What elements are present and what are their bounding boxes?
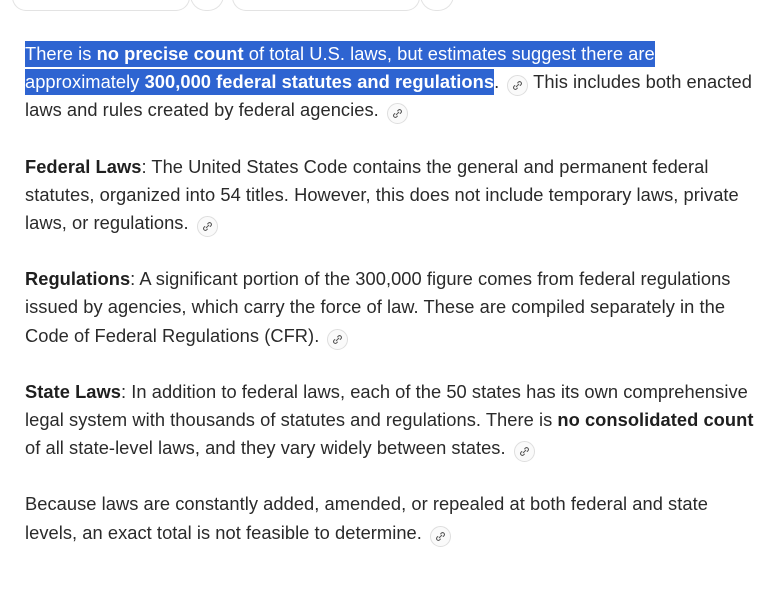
citation-link-button[interactable] — [514, 441, 535, 462]
paragraph-heading: Federal Laws — [25, 155, 142, 177]
top-chip-button[interactable] — [190, 0, 224, 11]
bold-phrase: no precise count — [96, 43, 244, 64]
paragraph-regulations: Regulations: A significant portion of the 300,000 figure comes from federal regulations issued by agencies, which carry the force of law. These are compiled separately in the Code of Federal Regulations (CFR). — [25, 265, 760, 350]
paragraph-heading: Regulations — [25, 268, 131, 290]
paragraph-state-laws: State Laws: In addition to federal laws, each of the 50 states has its own comprehensive legal system with thousands of statutes and regulations. There is no consolidated count of all state-level laws, and they vary widely between states. — [25, 378, 760, 463]
citation-link-button[interactable] — [387, 103, 408, 124]
link-icon — [392, 108, 403, 119]
link-icon — [519, 446, 530, 457]
link-icon — [512, 80, 523, 91]
citation-link-button[interactable] — [197, 216, 218, 237]
text-selection: There is no precise count of total U.S. laws, but estimates suggest there are approximately 300,000 federal statutes and regulations — [25, 41, 655, 95]
citation-link-button[interactable] — [507, 75, 528, 96]
link-icon — [202, 221, 213, 232]
bold-phrase: no consolidated count — [557, 409, 754, 431]
paragraph-federal-laws: Federal Laws: The United States Code contains the general and permanent federal statutes, organized into 54 titles. However, this does not include temporary laws, private laws, or regulations. — [25, 153, 760, 238]
paragraph-heading: State Laws — [25, 380, 122, 402]
citation-link-button[interactable] — [327, 329, 348, 350]
top-chip-button[interactable] — [420, 0, 454, 11]
paragraph-conclusion: Because laws are constantly added, amended, or repealed at both federal and state levels, an exact total is not feasible to determine. — [25, 490, 760, 546]
top-chip[interactable] — [12, 0, 190, 11]
bold-phrase: 300,000 federal statutes and regulations — [144, 71, 495, 93]
link-icon — [435, 531, 446, 542]
citation-link-button[interactable] — [430, 526, 451, 547]
top-chip[interactable] — [232, 0, 420, 11]
link-icon — [332, 334, 343, 345]
paragraph-intro: There is no precise count of total U.S. laws, but estimates suggest there are approximately 300,000 federal statutes and regulations. This includes both enacted laws and rules created by federal agencies. — [25, 40, 760, 125]
answer-body — [25, 40, 760, 547]
top-chip-row — [0, 0, 782, 12]
